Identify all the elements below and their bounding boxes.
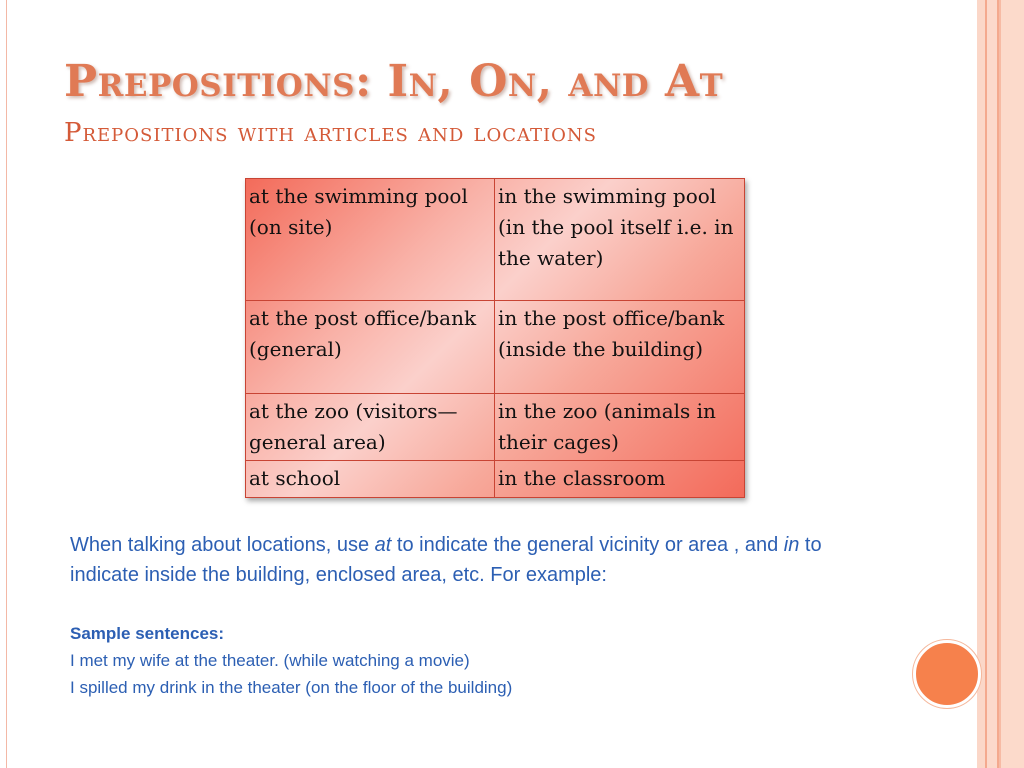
explanation-paragraph	[70, 530, 870, 590]
table-cell-in: in the post office/bank (inside the building)	[495, 301, 745, 394]
prepositions-table	[245, 178, 745, 498]
paragraph-text: to indicate the general vicinity or area , and	[391, 534, 784, 556]
sample-heading: Sample sentences:	[70, 624, 225, 643]
slide-left-border	[6, 0, 7, 768]
paragraph-in-word: in	[783, 534, 800, 556]
decorative-side-stripes	[977, 0, 1024, 768]
table-cell-at: at the post office/bank (general)	[246, 301, 495, 394]
sample-sentence: I spilled my drink in the theater (on the floor of the building)	[70, 678, 513, 697]
sample-sentence: I met my wife at the theater. (while watching a movie)	[70, 651, 470, 670]
table-cell-in: in the classroom	[495, 461, 745, 498]
table-cell-in: in the zoo (animals in their cages)	[495, 394, 745, 461]
table-cell-at: at the zoo (visitors—general area)	[246, 394, 495, 461]
table-row	[246, 394, 745, 461]
table-row	[246, 301, 745, 394]
table-cell-in: in the swimming pool (in the pool itself i.e. in the water)	[495, 179, 745, 301]
slide-subtitle: Prepositions with articles and locations	[64, 118, 598, 148]
slide-title: Prepositions: In, On, and At	[64, 56, 724, 107]
decorative-orange-circle	[913, 640, 981, 708]
table-row	[246, 461, 745, 498]
table-cell-at: at school	[246, 461, 495, 498]
paragraph-text: When talking about locations, use	[70, 534, 375, 556]
paragraph-text: to indicate inside the building, enclosed area, etc. For example:	[70, 534, 822, 586]
table-row	[246, 179, 745, 301]
table-cell-at: at the swimming pool (on site)	[246, 179, 495, 301]
paragraph-at-word: at	[374, 534, 392, 556]
sample-sentences	[70, 620, 870, 701]
